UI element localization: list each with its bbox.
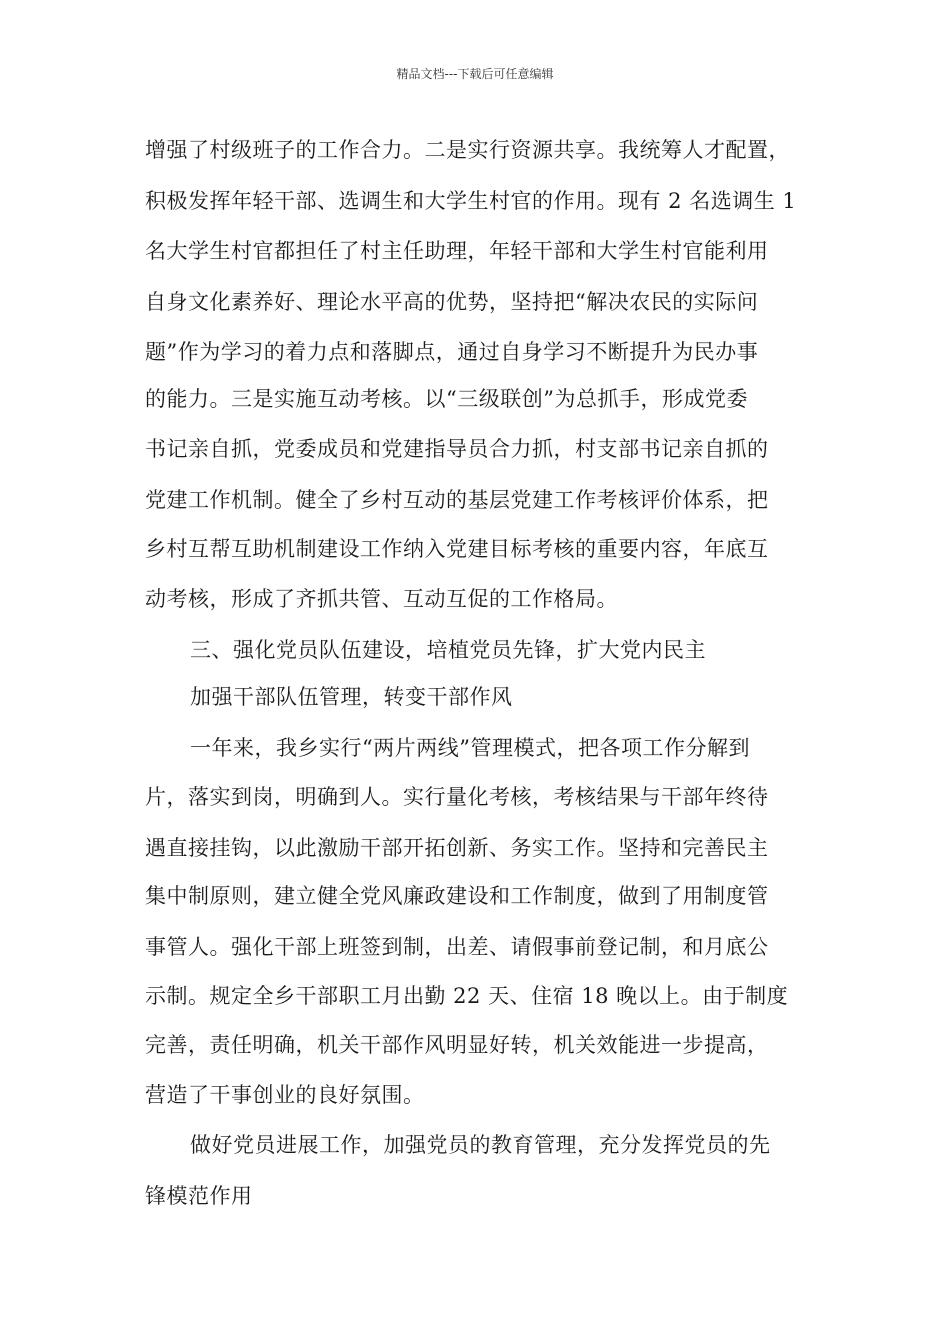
text-line: 遇直接挂钩，以此激励干部开拓创新、务实工作。坚持和完善民主 (145, 836, 769, 860)
text-line: 完善，责任明确，机关干部作风明显好转，机关效能进一步提高， (145, 1033, 769, 1057)
text-line: 书记亲自抓，党委成员和党建指导员合力抓，村支部书记亲自抓的 (145, 437, 769, 461)
text-line: 自身文化素养好、理论水平高的优势，坚持把“解决农民的实际问 (145, 290, 759, 314)
text-line: 动考核，形成了齐抓共管、互动互促的工作格局。 (145, 587, 618, 611)
text-line: 乡村互帮互助机制建设工作纳入党建目标考核的重要内容，年底互 (145, 537, 769, 561)
section-heading: 三、强化党员队伍建设，培植党员先锋，扩大党内民主 (190, 638, 706, 662)
page-header: 精品文档---下载后可任意编辑 (396, 67, 554, 81)
sub-heading: 加强干部队伍管理，转变干部作风 (190, 685, 513, 709)
text-line: 做好党员进展工作，加强党员的教育管理，充分发挥党员的先 (190, 1133, 771, 1157)
text-line: 题”作为学习的着力点和落脚点，通过自身学习不断提升为民办事 (145, 340, 759, 364)
text-line: 的能力。三是实施互动考核。以“三级联创”为总抓手，形成党委 (145, 387, 748, 411)
text-line: 示制。规定全乡干部职工月出勤 22 天、住宿 18 晚以上。由于制度 (145, 984, 789, 1008)
text-line: 锋模范作用 (145, 1184, 253, 1208)
text-line: 党建工作机制。健全了乡村互动的基层党建工作考核评价体系，把 (145, 488, 769, 512)
text-line: 集中制原则，建立健全党风廉政建设和工作制度，做到了用制度管 (145, 884, 769, 908)
text-line: 事管人。强化干部上班签到制，出差、请假事前登记制，和月底公 (145, 935, 769, 959)
text-line: 名大学生村官都担任了村主任助理，年轻干部和大学生村官能利用 (145, 239, 769, 263)
text-line: 积极发挥年轻干部、选调生和大学生村官的作用。现有 2 名选调生 1 (145, 189, 797, 213)
text-line: 片，落实到岗，明确到人。实行量化考核，考核结果与干部年终待 (145, 785, 769, 809)
text-line: 营造了干事创业的良好氛围。 (145, 1083, 425, 1107)
text-line: 增强了村级班子的工作合力。二是实行资源共享。我统筹人才配置， (145, 138, 790, 162)
text-line: 一年来，我乡实行“两片两线”管理模式，把各项工作分解到 (190, 736, 750, 760)
